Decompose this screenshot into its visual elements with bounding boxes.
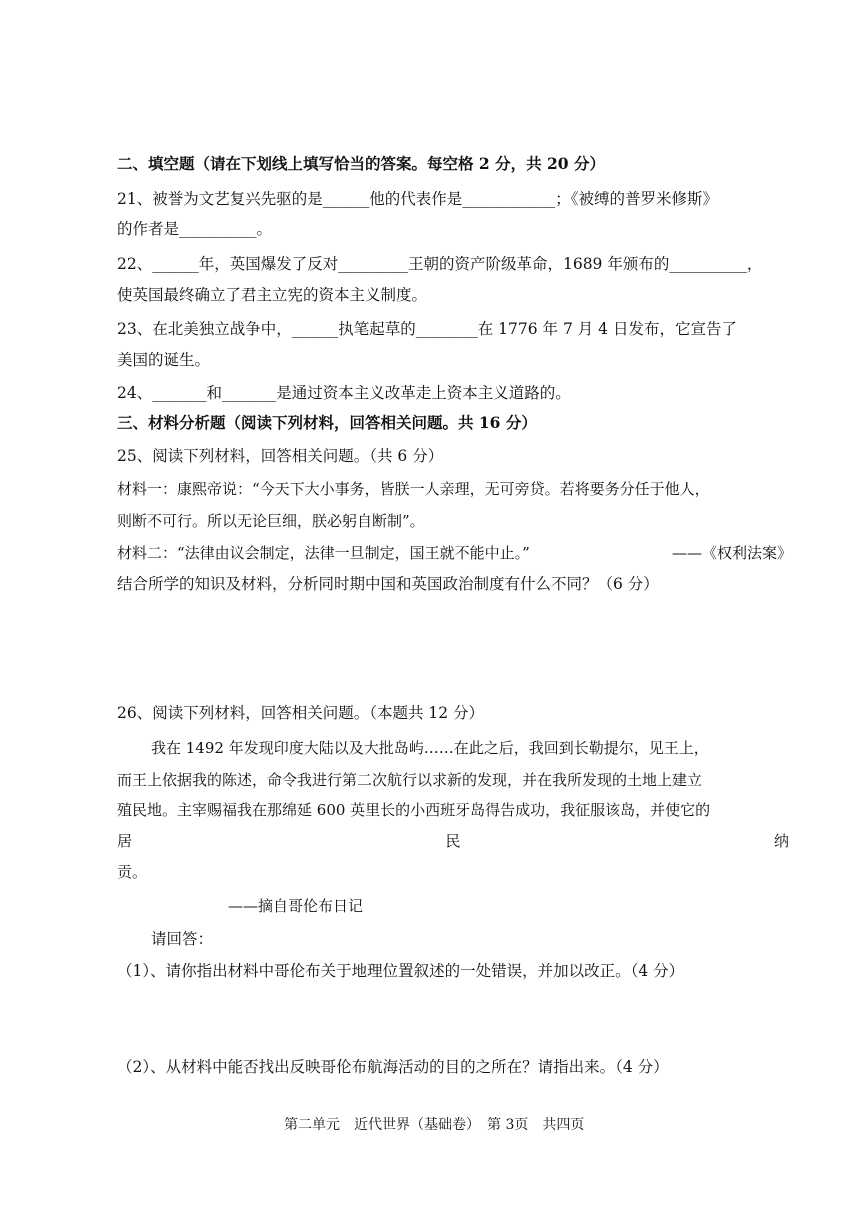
q25-question: 结合所学的知识及材料，分析同时期中国和英国政治制度有什么不同？（6 分） (117, 575, 659, 593)
q23-line2: 美国的诞生。 (117, 351, 211, 369)
q26-intro: 26、阅读下列材料，回答相关问题。（本题共 12 分） (117, 704, 485, 722)
q26-subquestion2: （2）、从材料中能否找出反映哥伦布航海活动的目的之所在？请指出来。（4 分） (117, 1058, 669, 1076)
q26-paragraph-line2: 而王上依据我的陈述，命令我进行第二次航行以求新的发现，并在我所发现的土地上建立 (117, 771, 703, 789)
q24-text: 24、_______和_______是通过资本主义改革走上资本主义道路的。 (117, 384, 571, 402)
q22-line2: 使英国最终确立了君主立宪的资本主义制度。 (117, 286, 428, 304)
q26-paragraph-line5: 贡。 (117, 863, 148, 881)
q25-material1-line1: 材料一：康熙帝说：“今天下大小事务，皆朕一人亲理，无可旁贷。若将要务分任于他人， (117, 480, 710, 498)
q26-paragraph-line1: 我在 1492 年发现印度大陆以及大批岛屿……在此之后，我回到长勒提尔，见王上， (151, 739, 709, 757)
page-footer: 第二单元 近代世界（基础卷） 第 3页 共四页 (284, 1117, 585, 1133)
q26-paragraph-line3: 殖民地。主宰赐福我在那绵延 600 英里长的小西班牙岛得告成功，我征服该岛，并使它的 (117, 801, 711, 819)
q26-subquestion1: （1）、请你指出材料中哥伦布关于地理位置叙述的一处错误，并加以改正。（4 分） (117, 962, 685, 980)
q21-line1: 21、被誉为文艺复兴先驱的是______他的代表作是____________；《被缚的普罗米修斯》 (117, 190, 718, 208)
q26-word: 民 (445, 832, 461, 850)
q25-material2: 材料二：“法律由议会制定，法律一旦制定，国王就不能中止。” (117, 544, 530, 562)
q26-prompt: 请回答： (151, 930, 214, 948)
section3-heading: 三、材料分析题（阅读下列材料，回答相关问题。共 16 分） (117, 413, 537, 432)
q22-line1: 22、______年，英国爆发了反对_________王朝的资产阶级革命，1689 年颁布的__________， (117, 255, 763, 273)
q26-word: 纳 (773, 832, 789, 850)
q26-paragraph-line4 (117, 831, 789, 851)
q23-line1: 23、在北美独立战争中，______执笔起草的________在 1776 年 7 月 4 日发布，它宣告了 (117, 320, 737, 338)
q25-material2-source: ——《权利法案》 (672, 544, 793, 562)
q26-word: 居 (117, 832, 133, 850)
q25-intro: 25、阅读下列材料，回答相关问题。（共 6 分） (117, 447, 444, 465)
q26-source: ——摘自哥伦布日记 (228, 897, 364, 915)
q21-line2: 的作者是__________。 (117, 220, 273, 238)
section2-heading: 二、填空题（请在下划线上填写恰当的答案。每空格 2 分，共 20 分） (117, 154, 605, 173)
q25-material1-line2: 则断不可行。所以无论巨细，朕必躬自断制”。 (117, 512, 425, 530)
